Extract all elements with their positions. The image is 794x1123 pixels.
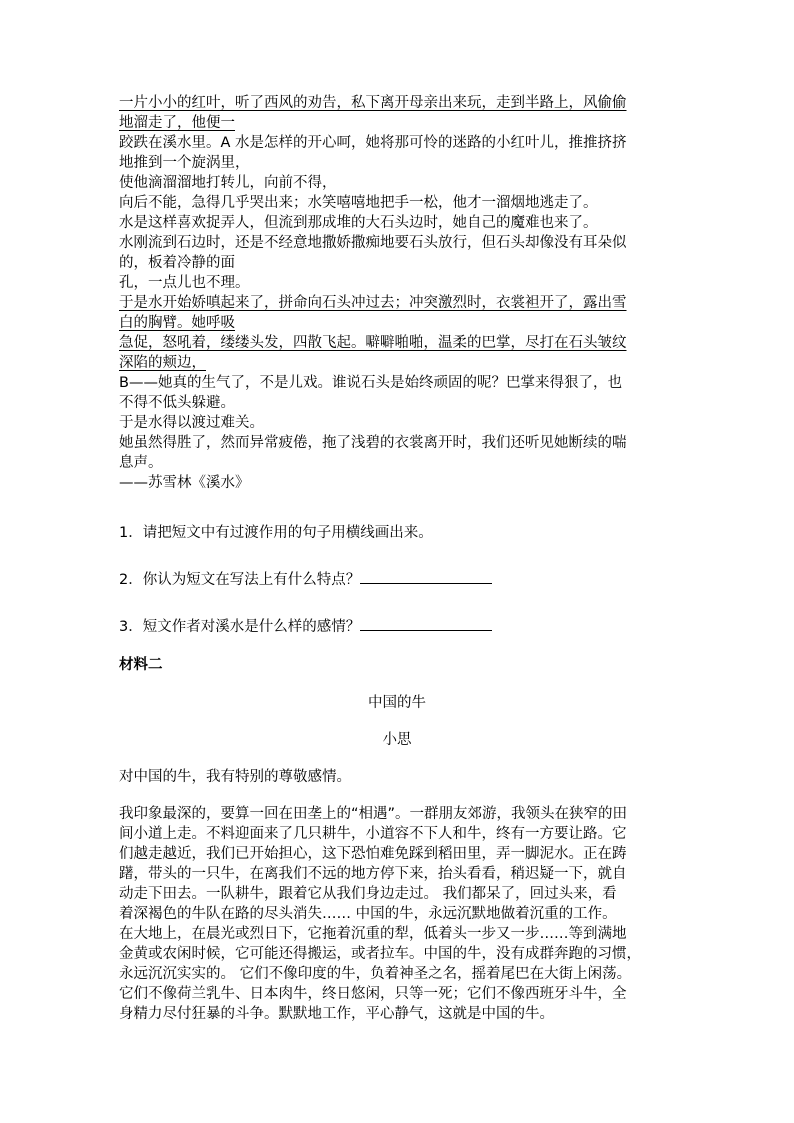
passage-line: 孔，一点儿也不理。 (119, 275, 250, 291)
article-line: 身精力尽付狂暴的斗争。默默地工作，平心静气，这就是中国的牛。 (119, 1006, 554, 1022)
article-body (119, 804, 675, 1024)
passage-line: 深陷的颊边， (119, 355, 206, 371)
passage-line: 的，板着冷静的面 (119, 255, 235, 271)
question-text: 1．请把短文中有过渡作用的句子用横线画出来。 (119, 525, 433, 541)
passage-line: 水是这样喜欢捉弄人，但流到那成堆的大石头边时，她自己的魔难也来了。 (119, 215, 598, 231)
article-line: 着深褐色的牛队在路的尽头消失…… 中国的牛，永远沉默地做着沉重的工作。 (119, 906, 617, 922)
passage-line: ——苏雪林《溪水》 (119, 475, 250, 491)
answer-blank[interactable] (360, 569, 492, 584)
article-line: 我印象最深的，要算一回在田垄上的“相遇”。一群朋友郊游，我领头在狭窄的田 (119, 806, 628, 822)
article-line: 永远沉沉实实的。 它们不像印度的牛，负着神圣之名，摇着尾巴在大街上闲荡。 (119, 966, 632, 982)
question-item (119, 523, 675, 543)
passage-line: 地推到一个旋涡里， (119, 155, 250, 171)
passage-line: 向后不能，急得几乎哭出来；水笑嘻嘻地把手一松，他才一溜烟地逃走了。 (119, 195, 598, 211)
article-line: 躇，带头的一只牛，在离我们不远的地方停下来，抬头看看，稍迟疑一下，就自 (119, 866, 627, 882)
article-title: 中国的牛 (368, 695, 426, 711)
article-line: 金黄或农闲时候，它可能还得搬运，或者拉车。中国的牛，没有成群奔跑的习惯， (119, 946, 641, 962)
document-page (119, 93, 675, 1024)
article-line: 动走下田去。一队耕牛，跟着它从我们身边走过。 我们都呆了，回过头来，看 (119, 886, 617, 902)
passage-line: 不得不低头躲避。 (119, 395, 235, 411)
passage-line: 水刚流到石边时，还是不经意地撒娇撒痴地要石头放行，但石头却像没有耳朵似 (119, 235, 627, 251)
passage-line: 急促，怒吼着，缕缕头发，四散飞起。噼噼啪啪，温柔的巴掌，尽打在石头皱纹 (119, 335, 627, 351)
question-text: 3．短文作者对溪水是什么样的感情？ (119, 619, 361, 635)
passage-line: 她虽然得胜了，然而异常疲倦，拖了浅碧的衣裳离开时，我们还听见她断续的喘 (119, 435, 627, 451)
passage-xishui (119, 93, 675, 493)
answer-blank[interactable] (360, 616, 492, 631)
article-intro: 对中国的牛，我有特别的尊敬感情。 (119, 769, 351, 785)
question-list (119, 523, 675, 637)
material2-heading: 材料二 (119, 657, 163, 673)
passage-line: 地溜走了，他便一 (119, 115, 235, 131)
passage-line: 息声。 (119, 455, 163, 471)
passage-line: 于是水开始娇嗔起来了，拼命向石头冲过去；冲突激烈时，衣裳袒开了，露出雪 (119, 295, 627, 311)
passage-line: 使他滴溜溜地打转儿，向前不得， (119, 175, 337, 191)
passage-line: B——她真的生气了，不是儿戏。谁说石头是始终顽固的呢？巴掌来得狠了，也 (119, 375, 622, 391)
article-line: 间小道上走。不料迎面来了几只耕牛，小道容不下人和牛，终有一方要让路。它 (119, 826, 627, 842)
passage-line: 于是水得以渡过难关。 (119, 415, 264, 431)
question-item (119, 616, 675, 637)
passage-line: 跤跌在溪水里。A 水是怎样的开心呵，她将那可怜的迷路的小红叶儿，推推挤挤 (119, 135, 627, 151)
question-text: 2．你认为短文在写法上有什么特点？ (119, 572, 361, 588)
article-author: 小思 (382, 732, 412, 748)
article-line: 它们不像荷兰乳牛、日本肉牛，终日悠闲，只等一死；它们不像西班牙斗牛，全 (119, 986, 627, 1002)
article-line: 们越走越近，我们已开始担心，这下恐怕难免踩到稻田里，弄一脚泥水。正在踌 (119, 846, 627, 862)
question-item (119, 569, 675, 590)
article-line: 在大地上，在晨光或烈日下，它拖着沉重的犁，低着头一步又一步……等到满地 (119, 926, 627, 942)
passage-line: 一片小小的红叶，听了西风的劝告，私下离开母亲出来玩，走到半路上，风偷偷 (119, 95, 627, 111)
passage-line: 白的胸臂。她呼吸 (119, 315, 235, 331)
